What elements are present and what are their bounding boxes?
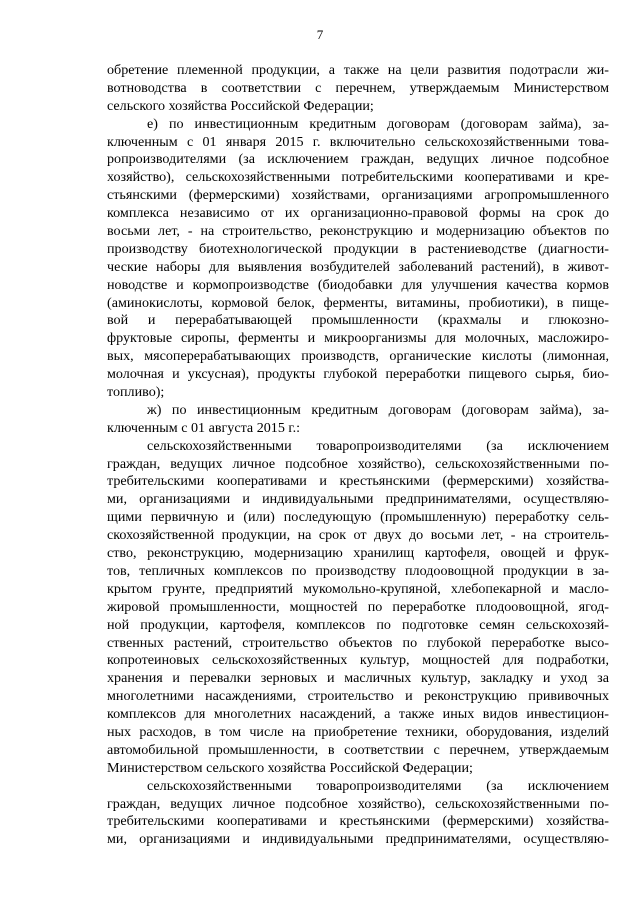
- text-line: Министерством сельского хозяйства Российской Федерации;: [107, 759, 473, 776]
- text-line: жировой промышленности, мощностей по переработке плодоовощной, ягод-: [107, 598, 609, 615]
- text-line: ми, организациями и индивидуальными предпринимателями, осуществляю-: [107, 491, 609, 508]
- text-line: ключенным с 01 января 2015 г. включительно сельскохозяйственными това-: [107, 133, 609, 150]
- text-line: требительскими кооперативами и крестьянскими (фермерскими) хозяйства-: [107, 813, 609, 830]
- document-body: [107, 62, 609, 849]
- text-line: скохозяйственной продукции, на срок от двух до восьми лет, - на строитель-: [107, 527, 609, 544]
- text-line: щими первичную и (или) последующую (промышленную) переработку сель-: [107, 509, 609, 526]
- text-line: ственных растений, строительство объектов по глубокой переработке высо-: [107, 634, 609, 651]
- text-line: восьми лет, - на строительство, реконструкцию и модернизацию объектов по: [107, 223, 609, 240]
- text-line: требительскими кооперативами и крестьянскими (фермерскими) хозяйства-: [107, 473, 609, 490]
- text-line: ных расходов, в том числе на приобретение техники, оборудования, изделий: [107, 723, 609, 740]
- text-line: сельскохозяйственными товаропроизводителями (за исключением: [147, 777, 609, 794]
- text-line: ческие наборы для выявления возбудителей заболеваний растений), в живот-: [107, 258, 609, 275]
- text-line: комплекса независимо от их организационно-правовой формы на срок до: [107, 205, 609, 222]
- text-line: копротеиновых сельскохозяйственных культур, мощностей для подработки,: [107, 652, 609, 669]
- text-line: сельского хозяйства Российской Федерации;: [107, 97, 374, 114]
- text-line: граждан, ведущих личное подсобное хозяйство), сельскохозяйственными по-: [107, 455, 609, 472]
- text-line: граждан, ведущих личное подсобное хозяйство), сельскохозяйственными по-: [107, 795, 609, 812]
- text-line: новодстве и кормопроизводстве (биодобавки для улучшения качества кормов: [107, 276, 609, 293]
- text-line: вой и перерабатывающей промышленности (крахмалы и глюкозно-: [107, 312, 609, 329]
- text-line: (аминокислоты, кормовой белок, ферменты, витамины, пробиотики), в пище-: [107, 294, 609, 311]
- text-line: хозяйство), сельскохозяйственными потребительскими кооперативами и кре-: [107, 169, 609, 186]
- text-line: вотноводства в соответствии с перечнем, утверждаемым Министерством: [107, 79, 609, 96]
- text-line: ми, организациями и индивидуальными предпринимателями, осуществляю-: [107, 831, 609, 848]
- text-line: автомобильной промышленности, в соответствии с перечнем, утверждаемым: [107, 741, 609, 758]
- text-line: тов, тепличных комплексов по производству плодоовощной продукции в за-: [107, 562, 609, 579]
- text-line: вых, мясоперерабатывающих производств, органические кислоты (лимонная,: [107, 348, 609, 365]
- text-line: ключенным с 01 августа 2015 г.:: [107, 419, 301, 436]
- text-line: крытом грунте, предприятий мукомольно-крупяной, хлебопекарной и масло-: [107, 580, 609, 597]
- text-line: ж) по инвестиционным кредитным договорам (договорам займа), за-: [147, 401, 609, 418]
- text-line: хранения и перевалки зерновых и масличных культур, закладку и уход за: [107, 670, 609, 687]
- text-line: ство, реконструкцию, модернизацию хранилищ картофеля, овощей и фрук-: [107, 545, 609, 562]
- text-line: обретение племенной продукции, а также на цели развития подотрасли жи-: [107, 62, 609, 78]
- text-line: сельскохозяйственными товаропроизводителями (за исключением: [147, 437, 609, 454]
- text-line: фруктовые сиропы, ферменты и микроорганизмы для молочных, масложиро-: [107, 330, 609, 347]
- text-line: ропроизводителями (за исключением граждан, ведущих личное подсобное: [107, 151, 609, 168]
- text-line: стьянскими (фермерскими) хозяйствами, организациями агропромышленного: [107, 187, 609, 204]
- text-line: производству биотехнологической продукции в растениеводстве (диагности-: [107, 240, 609, 257]
- text-line: комплексов для многолетних насаждений, а также иных видов инвестицион-: [107, 706, 609, 723]
- text-line: молочная и уксусная), продукты глубокой переработки пищевого сырья, био-: [107, 366, 609, 383]
- text-line: топливо);: [107, 384, 165, 401]
- page-number: 7: [316, 27, 324, 42]
- text-line: е) по инвестиционным кредитным договорам (договорам займа), за-: [147, 115, 609, 132]
- text-line: ной продукции, картофеля, комплексов по подготовке семян сельскохозяй-: [107, 616, 609, 633]
- text-line: многолетними насаждениями, строительство и реконструкцию прививочных: [107, 688, 609, 705]
